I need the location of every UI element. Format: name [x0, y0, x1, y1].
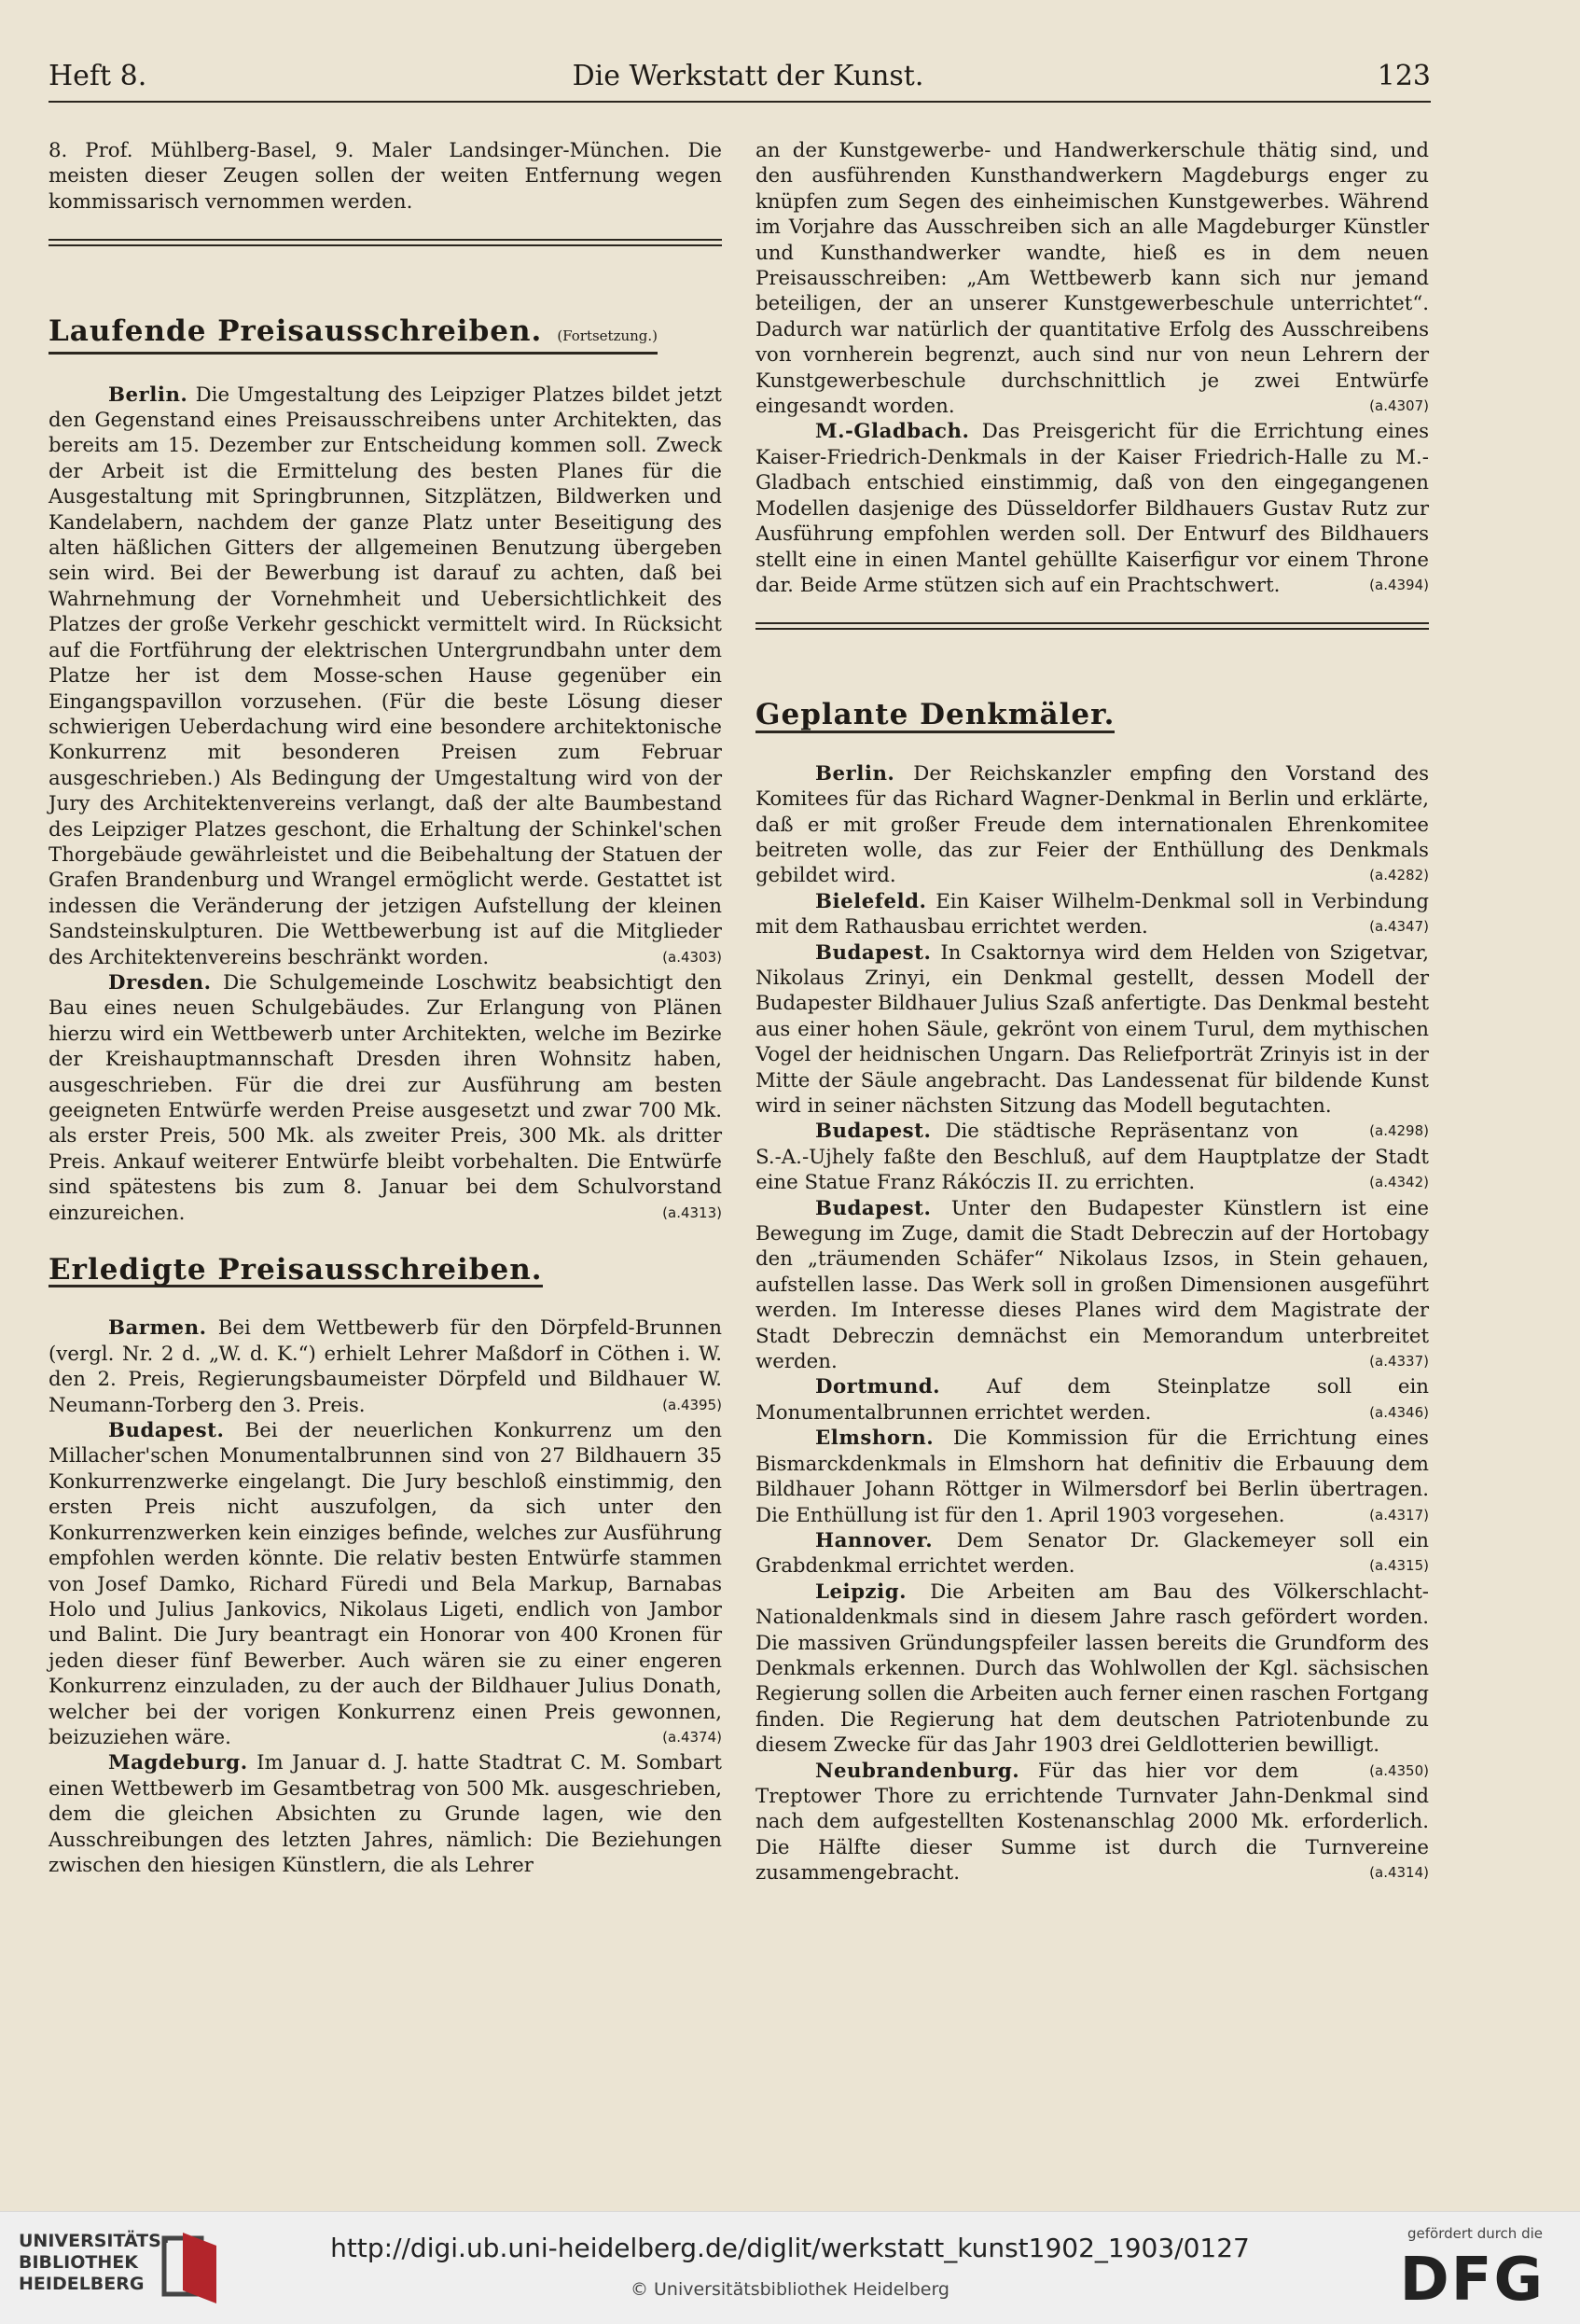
article-city: Budapest. [108, 1419, 225, 1443]
article-text: Bei dem Wettbewerb für den Dörpfeld-Brunnen (vergl. Nr. 2 d. „W. d. K.“) erhielt Lehrer Maßdorf in Cöthen i. W. den 2. Preis, Regierungsbaumeister Dörpfeld und Bildhauer W. Neumann-Torberg den 3. Preis. [49, 1316, 722, 1417]
article-budapest-schaefer [755, 1196, 1429, 1375]
article-ref: (a.4307) [1369, 397, 1429, 415]
copyright-notice: © Universitätsbibliothek Heidelberg [630, 2279, 949, 2300]
section-heading-text: Laufende Preisausschreiben. [49, 314, 543, 349]
article-city: Dortmund. [815, 1375, 941, 1399]
article-text: Die Umgestaltung des Leipziger Platzes bildet jetzt den Gegenstand eines Preisausschreibens unter Architekten, das bereits am 15. Dezember zur Entscheidung kommen soll. Zweck der Arbeit ist die Ermittelung des besten Planes für die Ausgestaltung mit Springbrunnen, Sitzplätzen, Bildwerken und Kandelabern, nachdem der ganze Platz unter Beseitigung des alten häßlichen Gitters der allgemeinen Benutzung übergeben sein wird. Bei der Bewerbung ist darauf zu achten, daß bei Wahrnehmung der Vornehmheit und Uebersichtlichkeit des Platzes der große Verkehr geschickt vermittelt wird. In Rücksicht auf die Fortführung der elektrischen Untergrundbahn unter dem Platze her ist dem Mosse-schen Hause gegenüber ein Eingangspavillon vorzusehen. (Für die beste Lösung dieser schwierigen Ueberdachung wird eine besondere architektonische Konkurrenz mit besonderen Preisen zum Februar ausgeschrieben.) Als Bedingung der Umgestaltung wird von der Jury des Architektenvereins verlangt, daß der alte Baumbestand des Leipziger Platzes geschont, die Erhaltung der Schinkel'schen Thorgebäude gewährleistet und die Beibehaltung der Statuen der Grafen Brandenburg und Wrangel ermöglicht werde. Gestattet ist indessen die Veränderung der jetzigen Aufstellung der kleinen Sandsteinskulpturen. Die Wettbewerbung ist auf die Mitglieder des Architektenvereins beschränkt worden. [49, 383, 722, 969]
article-ref: (a.4374) [662, 1728, 722, 1746]
article-city: Leipzig. [815, 1579, 907, 1604]
article-text: Im Januar d. J. hatte Stadtrat C. M. Sombart einen Wettbewerb im Gesamtbetrag von 500 Mk. ausgeschrieben, dem die gleichen Absichten zu Grunde lagen, wie den Ausschreibungen des letzten Jahres, nämlich: Die Beziehungen zwischen den hiesigen Künstlern, die als Lehrer [49, 1751, 722, 1877]
heading-note: (Fortsetzung.) [557, 327, 658, 345]
article-city: Barmen. [108, 1316, 207, 1341]
article-ref: (a.4282) [1369, 867, 1429, 884]
article-berlin [49, 383, 722, 970]
article-ref: (a.4303) [662, 948, 722, 966]
article-city: Budapest. [815, 940, 932, 965]
section-heading-monuments: Geplante Denkmäler. [755, 698, 1116, 732]
article-text: In Csaktornya wird dem Helden von Szigetvar, Nikolaus Zrinyi, ein Denkmal gestellt, dessen Modell der Budapester Bildhauer Julius Szaß anfertigte. Das Denkmal besteht aus einer hohen Säule, gekrönt von einem Turul, dem mythischen Vogel der heidnischen Ungarn. Das Reliefporträt Zrinyis ist in der Mitte der Säule angebracht. Das Landessenat für bildende Kunst wird in seiner nächsten Sitzung das Modell begutachten. [755, 940, 1429, 1118]
article-text: Die städtische Repräsentanz von S.-A.-Ujhely faßte den Beschluß, auf dem Hauptplatze der Stadt eine Statue Franz Rákóczis II. zu errichten. [755, 1120, 1429, 1195]
article-ref: (a.4337) [1369, 1353, 1429, 1371]
article-city: Bielefeld. [815, 889, 927, 913]
article-text: Unter den Budapester Künstlern ist eine Bewegung im Zuge, damit die Stadt Debreczin auf der Hortobagy den „träumenden Schäfer“ Nikolaus Izsos, in Stein gehauen, aufstellen lasse. Das Werk soll in großen Dimensionen ausgeführt werden. Im Interesse dieses Planes wird dem Magistrate der Stadt Debreczin demnächst ein Memorandum unterbreitet werden. [755, 1196, 1429, 1374]
article-dresden [49, 970, 722, 1226]
article-ref: (a.4313) [662, 1204, 722, 1221]
section-divider [755, 622, 1429, 630]
article-city: Budapest. [815, 1120, 932, 1144]
article-city: Neubrandenburg. [815, 1759, 1020, 1783]
article-text: Das Preisgericht für die Errichtung eines Kaiser-Friedrich-Denkmals in der Kaiser Friedrich-Halle zu M.-Gladbach entschied einstimmig, daß von den eingegangenen Modellen dasjenige des Düsseldorfer Bildhauers Gustav Rutz zur Ausführung empfohlen werden soll. Der Entwurf des Bildhauers stellt eine in einen Mantel gehüllte Kaiserfigur vor einem Throne dar. Beide Arme stützen sich auf ein Prachtschwert. [755, 420, 1429, 597]
article-city: Elmshorn. [815, 1426, 935, 1451]
section-divider [49, 239, 722, 246]
article-dortmund [755, 1374, 1429, 1426]
article-ref: (a.4342) [1369, 1174, 1429, 1191]
journal-title: Die Werkstatt der Kunst. [572, 60, 924, 92]
running-header [49, 60, 1431, 103]
article-gladbach [755, 419, 1429, 598]
header-rule [49, 101, 1431, 103]
article-ref: (a.4314) [1369, 1864, 1429, 1882]
section-heading-completed: Erledigte Preisausschreiben. [49, 1253, 543, 1287]
article-ref: (a.4317) [1369, 1506, 1429, 1524]
article-city: Berlin. [108, 383, 188, 407]
article-text: Der Reichskanzler empfing den Vorstand des Komitees für das Richard Wagner-Denkmal in Berlin und erklärte, daß er mit großer Freude dem internationalen Ehrenkomitee beitreten wolle, das zur Feier der Enthüllung des Denkmals gebildet wird. [755, 761, 1429, 888]
article-text: an der Kunstgewerbe- und Handwerkerschule thätig sind, und den ausführenden Kunsthandwerkern Magdeburgs enger zu knüpfen zum Segen des einheimischen Kunstgewerbes. Während im Vorjahre das Ausschreiben sich an alle Magdeburger Künstler und Kunsthandwerker wandte, hieß es in dem neuen Preisausschreiben: „Am Wettbewerb kann sich nur jemand beteiligen, der an unserer Kunstgewerbeschule unterrichtet“. Dadurch war natürlich der quantitative Erfolg des Ausschreibens von vornherein begrenzt, auch sind nur von neun Lehrern der Kunstgewerbeschule durchschnittlich je zwei Entwürfe eingesandt worden. [755, 139, 1429, 419]
article-barmen [49, 1315, 722, 1418]
article-text: Für das hier vor dem Treptower Thore zu errichtende Turnvater Jahn-Denkmal sind nach dem aufgestellten Kostenanschlag 2000 Mk. erforderlich. Die Hälfte dieser Summe ist durch die Turnvereine zusammengebracht. [755, 1759, 1429, 1886]
article-text: Die Kommission für die Errichtung eines Bismarckdenkmals in Elmshorn hat definitiv die Erbauung dem Bildhauer Johann Röttger in Wilmersdorf bei Berlin übertragen. Die Enthüllung ist für den 1. April 1903 vorgesehen. [755, 1426, 1429, 1527]
article-ref: (a.4394) [1369, 576, 1429, 593]
article-city: Hannover. [815, 1528, 934, 1552]
article-text: Ein Kaiser Wilhelm-Denkmal soll in Verbindung mit dem Rathausbau errichtet werden. [755, 889, 1429, 939]
left-column [49, 138, 722, 1878]
article-ref: (a.4346) [1369, 1403, 1429, 1421]
article-city: M.-Gladbach. [815, 420, 970, 444]
article-budapest [49, 1418, 722, 1750]
right-column [755, 138, 1429, 1886]
article-city: Berlin. [815, 761, 895, 786]
article-budapest-zrinyi [755, 940, 1429, 1140]
article-magdeburg-continued [755, 138, 1429, 419]
article-text: Auf dem Steinplatze soll ein Monumentalbrunnen errichtet werden. [755, 1375, 1429, 1425]
article-city: Budapest. [815, 1196, 932, 1220]
page-number: 123 [1377, 60, 1431, 92]
section-heading-running [49, 314, 658, 354]
article-magdeburg [49, 1750, 722, 1878]
article-city: Magdeburg. [108, 1751, 248, 1775]
article-bielefeld [755, 889, 1429, 940]
article-text: Die Arbeiten am Bau des Völkerschlacht-Nationaldenkmals sind in diesem Jahre rasch gefördert worden. Die massiven Gründungspfeiler lassen bereits die Grundform des Denkmals erkennen. Durch das Wohlwollen der Kgl. sächsischen Regierung sollen die Arbeiten auch ferner einen raschen Fortgang finden. Die Regierung hat dem deutschen Patriotenbunde zu diesem Zwecke für das Jahr 1903 drei Geldlotterien bewilligt. [755, 1579, 1429, 1758]
issue-label: Heft 8. [49, 60, 147, 92]
article-ref: (a.4315) [1369, 1557, 1429, 1575]
intro-paragraph: 8. Prof. Mühlberg-Basel, 9. Maler Landsinger-München. Die meisten dieser Zeugen sollen der weiten Entfernung wegen kommissarisch vernommen werden. [49, 139, 722, 214]
article-hannover [755, 1528, 1429, 1579]
article-text: Dem Senator Dr. Glackemeyer soll ein Grabdenkmal errichtet werden. [755, 1528, 1429, 1579]
article-text: Bei der neuerlichen Konkurrenz um den Millacher'schen Monumentalbrunnen sind von 27 Bildhauern 35 Konkurrenzwerke eingelangt. Die Jury beschloß einstimmig, den ersten Preis nicht auszufolgen, da sich unter den Konkurrenzwerken kein einziges befinde, welches zur Ausführung empfohlen werden könnte. Die relativ besten Entwürfe stammen von Josef Damko, Richard Füredi und Bela Markup, Barnabas Holo und Julius Jankovics, Nikolaus Ligeti, endlich von Jambor und Balint. Die Jury beantragt ein Honorar von 400 Kronen für jeden dieser fünf Bewerber. Auch wären sie zu einer engeren Konkurrenz einzuladen, zu der auch der Bildhauer Julius Donath, welcher bei der vorigen Konkurrenz einen Preis gewonnen, beizuziehen wäre. [49, 1419, 722, 1749]
viewer-footer [0, 2211, 1580, 2324]
article-elmshorn [755, 1426, 1429, 1528]
library-logo-icon [160, 2229, 220, 2307]
article-ref: (a.4298) [1369, 1122, 1429, 1140]
article-ref: (a.4395) [662, 1396, 722, 1413]
article-ref: (a.4350) [1369, 1761, 1429, 1779]
funding-note: gefördert durch die [1407, 2225, 1543, 2242]
dfg-logo: DFG [1399, 2246, 1545, 2315]
permalink-link[interactable]: http://digi.ub.uni-heidelberg.de/diglit/werkstatt_kunst1902_1903/0127 [330, 2233, 1250, 2263]
article-ref: (a.4347) [1369, 918, 1429, 936]
article-text: Die Schulgemeinde Loschwitz beabsichtigt den Bau eines neuen Schulgebäudes. Zur Erlangung von Plänen hierzu wird ein Wettbewerb unter Architekten, welche im Bezirke der Kreishauptmannschaft Dresden ihren Wohnsitz haben, ausgeschrieben. Für die drei zur Ausführung am besten geeigneten Entwürfe werden Preise ausgesetzt und zwar 700 Mk. als erster Preis, 500 Mk. als zweiter Preis, 300 Mk. als dritter Preis. Ankauf weiterer Entwürfe bleibt vorbehalten. Die Entwürfe sind spätestens bis zum 8. Januar bei dem Schulvorstand einzureichen. [49, 970, 722, 1225]
library-name: UNIVERSITÄTS- BIBLIOTHEK HEIDELBERG [19, 2231, 169, 2294]
article-berlin-monument [755, 761, 1429, 889]
article-city: Dresden. [108, 970, 212, 995]
